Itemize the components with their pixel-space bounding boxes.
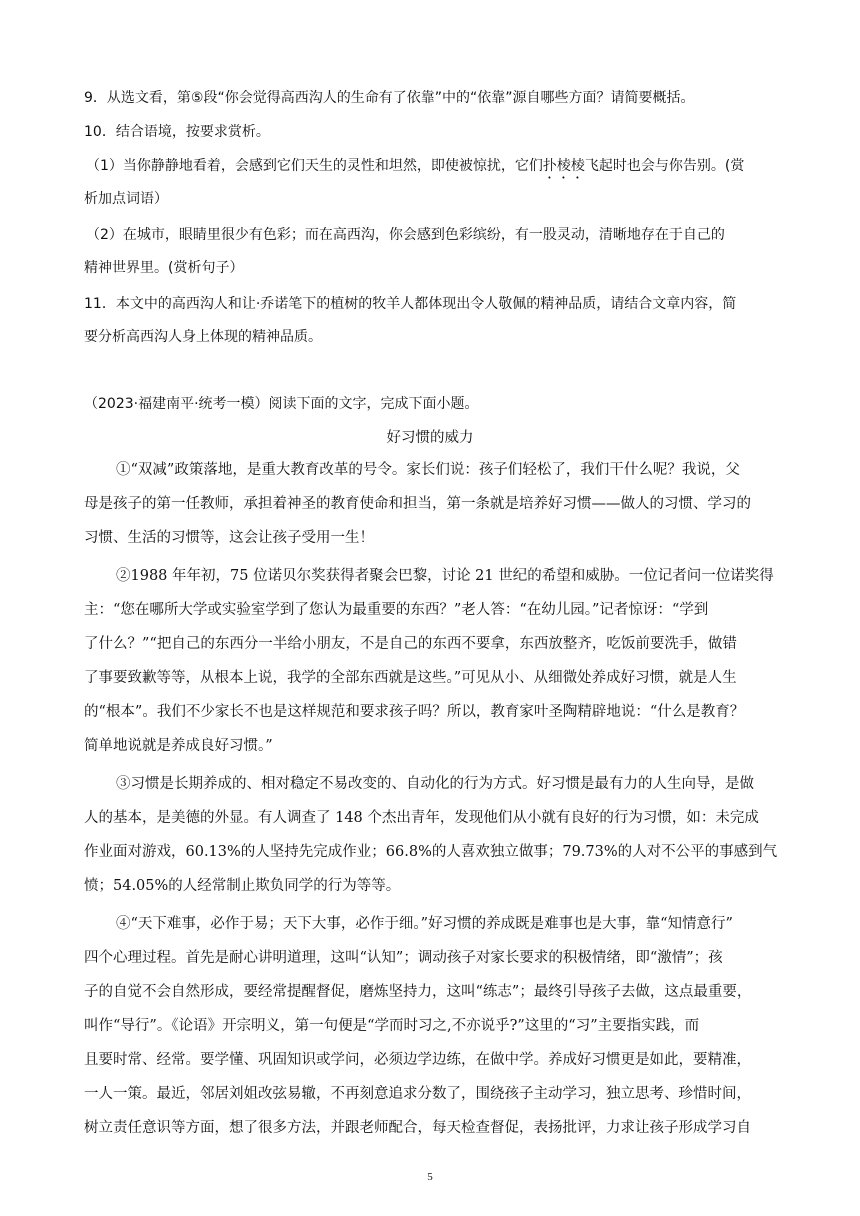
- question-10: 10．结合语境，按要求赏析。: [84, 124, 270, 140]
- question-10-1-pre: （1）当你静静地看着，会感到它们天生的灵性和坦然，即使被惊扰，它们: [86, 158, 543, 174]
- question-10-2: （2）在城市，眼睛里很少有色彩；而在高西沟，你会感到色彩缤纷，有一股灵动，清晰地存在于自己的: [86, 227, 725, 243]
- question-10-2-continued: 精神世界里。(赏析句子）: [84, 260, 244, 276]
- question-10-1: [86, 156, 786, 182]
- paragraph-3-line: 愤；54.05%的人经常制止欺负同学的行为等等。: [84, 878, 401, 894]
- paragraph-1-line: 习惯、生活的习惯等，这会让孩子受用一生！: [84, 530, 374, 546]
- question-10-1-post: 飞起时也会与你告别。(赏: [584, 158, 745, 174]
- page-number: 5: [427, 1171, 433, 1183]
- paragraph-2-line: ②1988 年年初，75 位诺贝尔奖获得者聚会巴黎，讨论 21 世纪的希望和威胁。一位记者问一位诺奖得: [116, 568, 774, 584]
- paragraph-2-line: 的“根本”。我们不少家长不也是这样规范和要求孩子吗？所以，教育家叶圣陶精辟地说：“什么是教育？: [84, 704, 745, 720]
- paragraph-3-line: ③习惯是长期养成的、相对稳定不易改变的、自动化的行为方式。好习惯是最有力的人生向导，是做: [116, 776, 754, 792]
- paragraph-3-line: 作业面对游戏，60.13%的人坚持先完成作业；66.8%的人喜欢独立做事；79.73%的人对不公平的事感到气: [84, 844, 778, 860]
- paragraph-4-line: 一人一策。最近，邻居刘姐改弦易辙，不再刻意追求分数了，围绕孩子主动学习，独立思考、珍惜时间，: [84, 1086, 751, 1102]
- paragraph-2-line: 了事要致歉等等，从根本上说，我学的全部东西就是这些。”可见从小、从细微处养成好习惯，就是人生: [84, 670, 737, 686]
- paragraph-1-line: 母是孩子的第一任教师，承担着神圣的教育使命和担当，第一条就是培养好习惯——做人的习惯、学习的: [84, 496, 751, 512]
- question-10-1-dotted-words: 扑棱棱: [542, 158, 585, 174]
- paragraph-4-line: 叫作“导行”。《论语》开宗明义，第一句便是“学而时习之,不亦说乎?”这里的“习”主要指实践，而: [84, 1018, 700, 1034]
- question-11-continued: 要分析高西沟人身上体现的精神品质。: [84, 329, 322, 345]
- question-9: 9．从选文看，第⑤段“你会觉得高西沟人的生命有了依靠”中的“依靠”源自哪些方面？请简要概括。: [84, 90, 695, 106]
- paragraph-4-line: 且要时常、经常。要学懂、巩固知识或学问，必须边学边练，在做中学。养成好习惯更是如此，要精准，: [84, 1052, 751, 1068]
- paragraph-1-line: ①“双减”政策落地，是重大教育改革的号令。家长们说：孩子们轻松了，我们干什么呢？我说，父: [116, 462, 740, 478]
- paragraph-4-line: 树立责任意识等方面，想了很多方法，并跟老师配合，每天检查督促，表扬批评，力求让孩子形成学习自: [84, 1120, 751, 1136]
- question-10-1-continued: 析加点词语）: [84, 191, 168, 207]
- paragraph-2-line: 主：“您在哪所大学或实验室学到了您认为最重要的东西？”老人答：“在幼儿园。”记者惊讶：“学到: [84, 602, 709, 618]
- paragraph-4-line: ④“天下难事，必作于易；天下大事，必作于细。”好习惯的养成既是难事也是大事，靠“知情意行”: [116, 916, 733, 932]
- question-11: 11．本文中的高西沟人和让·乔诺笔下的植树的牧羊人都体现出令人敬佩的精神品质，请结合文章内容，简: [84, 296, 737, 312]
- paragraph-4-line: 四个心理过程。首先是耐心讲明道理，这叫“认知”；调动孩子对家长要求的积极情绪，即“激情”；孩: [84, 950, 723, 966]
- paragraph-3-line: 人的基本，是美德的外显。有人调查了 148 个杰出青年，发现他们从小就有良好的行为习惯，如：未完成: [84, 810, 759, 826]
- passage-intro: （2023·福建南平·统考一模）阅读下面的文字，完成下面小题。: [84, 396, 479, 412]
- paragraph-4-line: 子的自觉不会自然形成，要经常提醒督促，磨炼坚持力，这叫“练志”；最终引导孩子去做，这点最重要，: [84, 984, 752, 1000]
- passage-title: 好习惯的威力: [386, 430, 474, 446]
- paragraph-2-line: 简单地说就是养成良好习惯。”: [84, 738, 273, 754]
- paragraph-2-line: 了什么？”“把自己的东西分一半给小朋友，不是自己的东西不要拿，东西放整齐，吃饭前要洗手，做错: [84, 636, 737, 652]
